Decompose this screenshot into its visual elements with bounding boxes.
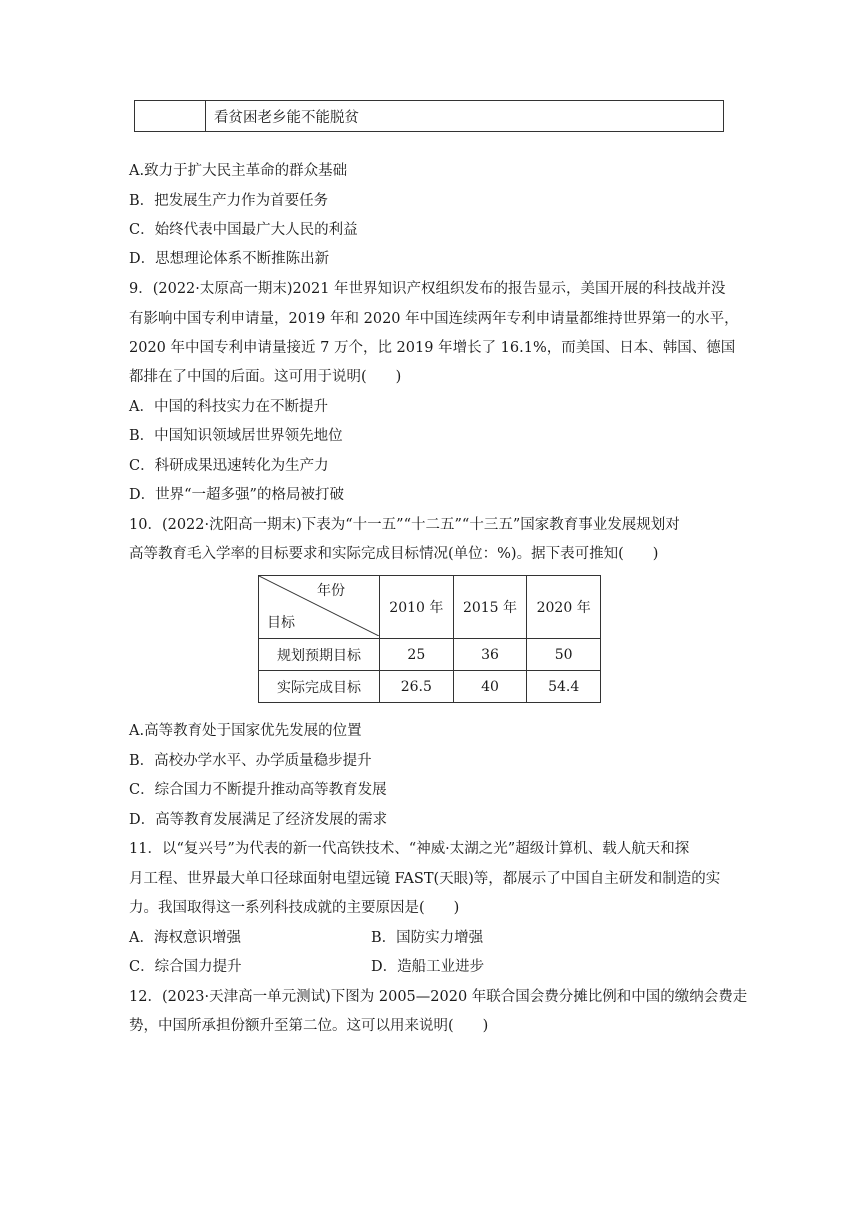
q9-stem-line-3: 2020 年中国专利申请量接近 7 万个，比 2019 年增长了 16.1%，而美国、日本、韩国、德国 (129, 340, 736, 356)
header-year-2010: 2010 年 (380, 576, 454, 639)
q10-stem-line-1: 10．(2022·沈阳高一期末)下表为“十一五”“十二五”“十三五”国家教育事业发展规划对 (129, 517, 680, 533)
row-label-planned: 规划预期目标 (259, 639, 380, 671)
enrollment-rate-table (258, 575, 601, 703)
q10-option-b: B．高校办学水平、办学质量稳步提升 (129, 753, 372, 769)
cell-planned-2010: 25 (380, 639, 454, 671)
cell-actual-2010: 26.5 (380, 671, 454, 703)
q9-option-c: C．科研成果迅速转化为生产力 (129, 458, 329, 474)
corner-label-target: 目标 (267, 615, 295, 631)
q11-stem-line-2: 月工程、世界最大单口径球面射电望远镜 FAST(天眼)等，都展示了中国自主研发和制造的实 (129, 871, 721, 887)
q11-option-b: B．国防实力增强 (371, 930, 484, 946)
q12-stem-line-2: 势，中国所承担份额升至第二位。这可以用来说明( ) (129, 1018, 489, 1034)
q9-option-d: D．世界“一超多强”的格局被打破 (129, 487, 344, 503)
q8-option-c: C．始终代表中国最广大人民的利益 (129, 222, 358, 238)
q8-option-a: A.致力于扩大民主革命的群众基础 (129, 163, 348, 179)
cell-planned-2015: 36 (453, 639, 527, 671)
q9-stem-line-2: 有影响中国专利申请量，2019 年和 2020 年中国连续两年专利申请量都维持世界第一的水平， (129, 311, 739, 327)
table-corner-cell (259, 576, 380, 639)
q9-option-a: A．中国的科技实力在不断提升 (129, 399, 328, 415)
cell-actual-2015: 40 (453, 671, 527, 703)
corner-label-year: 年份 (317, 583, 345, 599)
q9-stem-line-1: 9．(2022·太原高一期末)2021 年世界知识产权组织发布的报告显示，美国开展的科技战并没 (129, 281, 726, 297)
top-table-fragment (134, 100, 724, 132)
q11-option-a: A．海权意识增强 (129, 930, 241, 946)
q10-option-a: A.高等教育处于国家优先发展的位置 (129, 723, 362, 739)
top-table-text-cell: 看贫困老乡能不能脱贫 (206, 101, 724, 132)
cell-planned-2020: 50 (527, 639, 601, 671)
header-year-2020: 2020 年 (527, 576, 601, 639)
q9-stem-line-4: 都排在了中国的后面。这可用于说明( ) (129, 369, 402, 385)
q10-stem-line-2: 高等教育毛入学率的目标要求和实际完成目标情况(单位：%)。据下表可推知( ) (129, 546, 659, 562)
q9-option-b: B．中国知识领域居世界领先地位 (129, 428, 343, 444)
table-row (259, 639, 601, 671)
row-label-actual: 实际完成目标 (259, 671, 380, 703)
q8-option-d: D．思想理论体系不断推陈出新 (129, 251, 330, 267)
top-table-empty-cell (135, 101, 206, 132)
table-row (259, 671, 601, 703)
q10-option-c: C．综合国力不断提升推动高等教育发展 (129, 782, 387, 798)
q11-stem-line-1: 11．以“复兴号”为代表的新一代高铁技术、“神威·太湖之光”超级计算机、载人航天和探 (129, 841, 690, 857)
q11-stem-line-3: 力。我国取得这一系列科技成就的主要原因是( ) (129, 900, 460, 916)
q11-option-d: D．造船工业进步 (371, 959, 485, 975)
q10-option-d: D．高等教育发展满足了经济发展的需求 (129, 812, 388, 828)
q11-option-c: C．综合国力提升 (129, 959, 242, 975)
q8-option-b: B．把发展生产力作为首要任务 (129, 193, 329, 209)
header-year-2015: 2015 年 (453, 576, 527, 639)
cell-actual-2020: 54.4 (527, 671, 601, 703)
q12-stem-line-1: 12．(2023·天津高一单元测试)下图为 2005—2020 年联合国会费分摊比例和中国的缴纳会费走 (129, 989, 748, 1005)
